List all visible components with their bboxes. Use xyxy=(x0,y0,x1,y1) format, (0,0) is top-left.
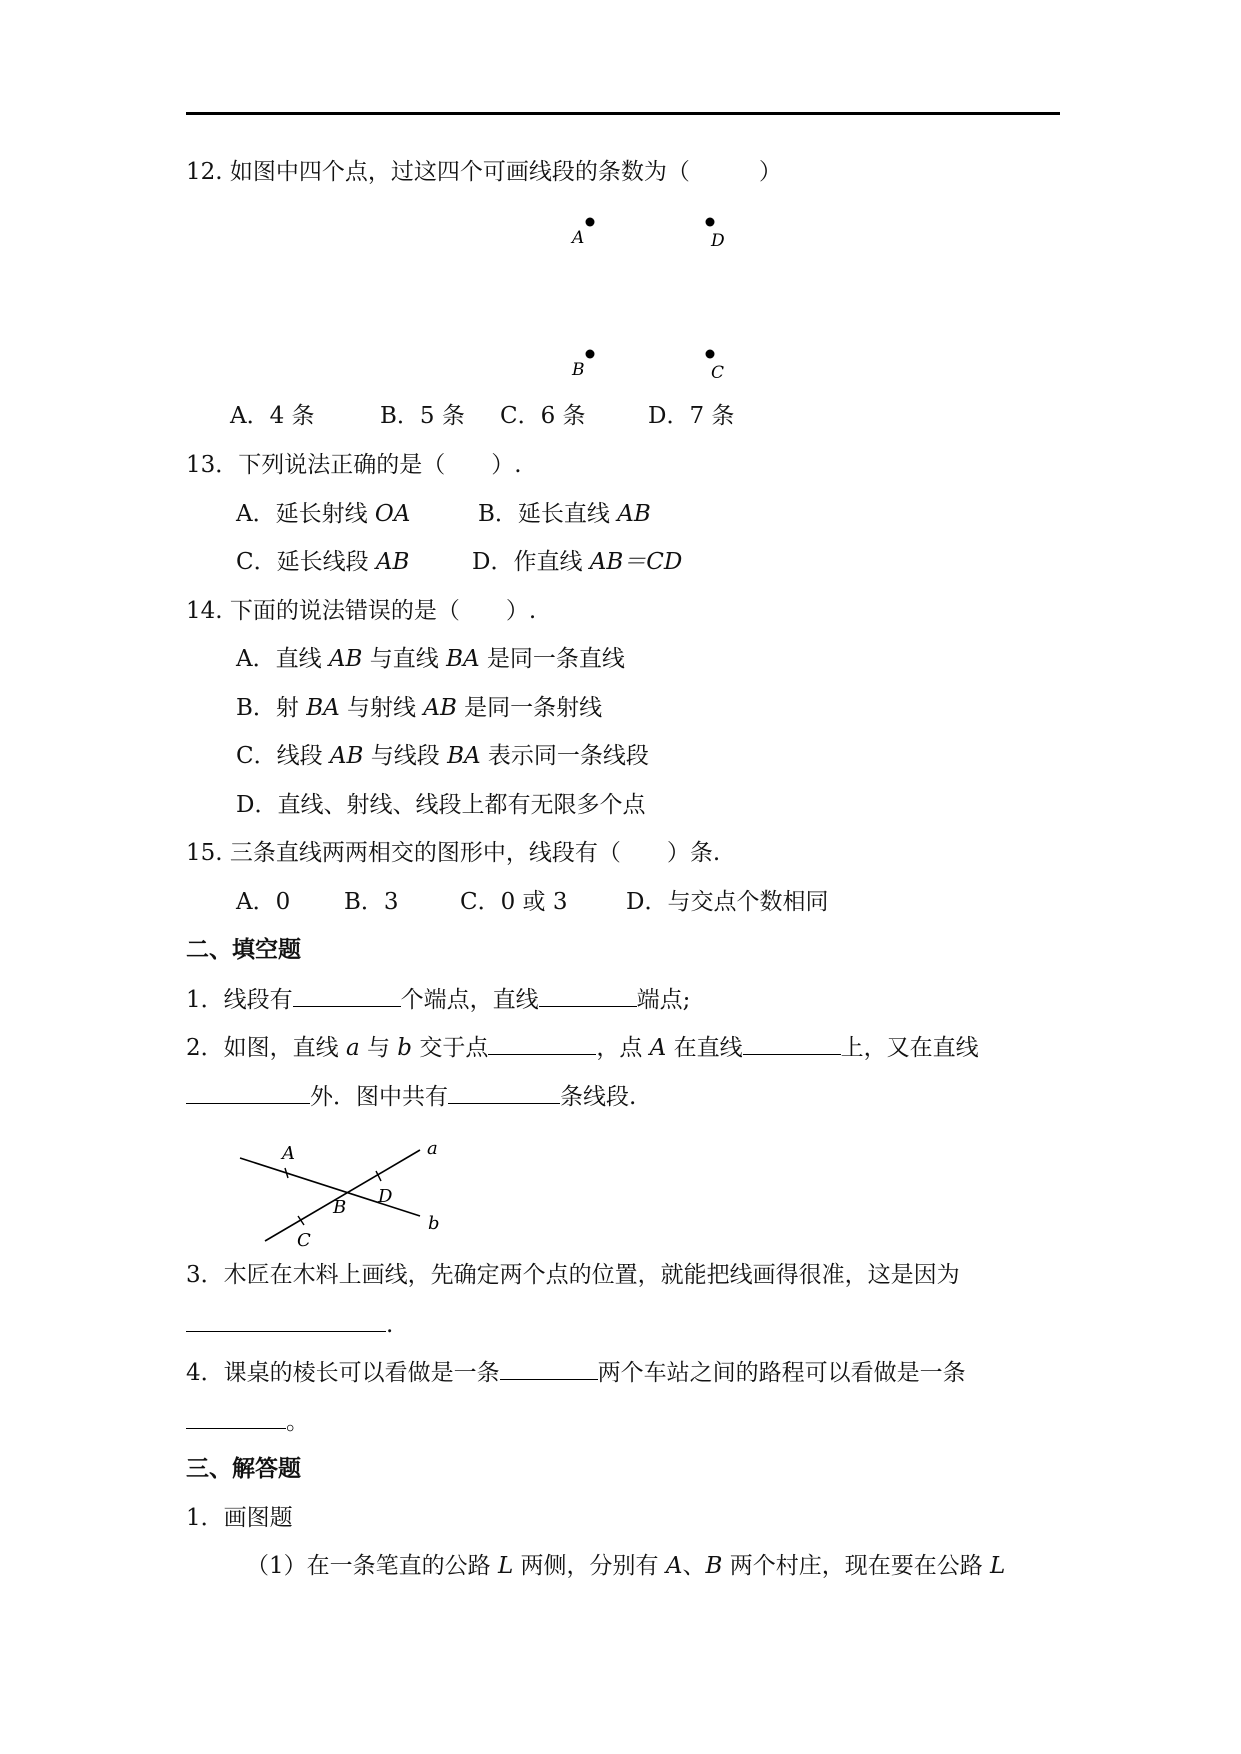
point-C-label: C xyxy=(711,363,725,383)
fill-1-blank-2[interactable] xyxy=(539,984,637,1007)
q13-option-c: C．延长线段 AB xyxy=(236,549,410,575)
point-A-label: A xyxy=(572,228,585,248)
fill-2-line-1: 2．如图，直线 a 与 b 交于点 ，点 A 在直线 上，又在直线 xyxy=(186,1032,979,1063)
fill-1-blank-1[interactable] xyxy=(293,984,401,1007)
q13-option-d: D．作直线 AB＝CD xyxy=(472,549,683,575)
q15-option-d: D．与交点个数相同 xyxy=(626,889,829,915)
fill-2-blank-2[interactable] xyxy=(743,1032,841,1055)
figure-label-C: C xyxy=(297,1230,311,1251)
q15-stem: 15. 三条直线两两相交的图形中，线段有（ ）条. xyxy=(186,840,721,866)
q12-option-d: D．7 条 xyxy=(648,403,735,429)
q15-option-c: C．0 或 3 xyxy=(460,889,568,915)
fill-2-line-2: 外．图中共有 条线段. xyxy=(186,1081,636,1112)
fill-4-line-1: 4．课桌的棱长可以看做是一条 两个车站之间的路程可以看做是一条 xyxy=(186,1357,966,1388)
fill-4-line-2: 。 xyxy=(186,1406,309,1437)
fill-3-blank[interactable] xyxy=(186,1309,386,1332)
fill-3-line-2: . xyxy=(186,1309,393,1340)
fill-2-figure xyxy=(230,1128,450,1251)
q14-option-b: B．射 BA 与射线 AB 是同一条射线 xyxy=(236,695,603,721)
figure-label-A: A xyxy=(282,1143,295,1164)
q13-option-b: B．延长直线 AB xyxy=(478,501,651,527)
point-B-label: B xyxy=(572,360,585,380)
fill-4-blank-1[interactable] xyxy=(500,1357,598,1380)
q14-option-d: D．直线、射线、线段上都有无限多个点 xyxy=(236,792,646,818)
q13-stem: 13．下列说法正确的是（ ）. xyxy=(186,452,522,478)
figure-label-B: B xyxy=(333,1197,347,1218)
fill-1: 1．线段有 个端点，直线 端点; xyxy=(186,984,690,1015)
fill-3-line-1: 3．木匠在木料上画线，先确定两个点的位置，就能把线画得很准，这是因为 xyxy=(186,1262,960,1288)
q12-figure xyxy=(560,205,760,385)
answer-1-title: 1．画图题 xyxy=(186,1505,293,1531)
q14-option-c: C．线段 AB 与线段 BA 表示同一条线段 xyxy=(236,743,649,769)
fill-2-blank-1[interactable] xyxy=(488,1032,596,1055)
q15-option-a: A．0 xyxy=(236,889,291,915)
fill-2-blank-4[interactable] xyxy=(448,1081,560,1104)
section-3-title: 三、解答题 xyxy=(186,1455,301,1482)
point-B-dot xyxy=(586,350,595,359)
point-A-dot xyxy=(586,218,595,227)
q12-stem: 12. 如图中四个点，过这四个可画线段的条数为（ ） xyxy=(186,159,782,185)
q12-option-c: C．6 条 xyxy=(500,403,586,429)
q15-option-b: B．3 xyxy=(344,889,399,915)
figure-label-b: b xyxy=(428,1213,440,1234)
figure-label-D: D xyxy=(378,1186,393,1207)
q13-option-a: A．延长射线 OA xyxy=(236,501,411,527)
point-D-label: D xyxy=(711,231,725,251)
figure-label-a: a xyxy=(427,1138,438,1159)
section-2-title: 二、填空题 xyxy=(186,936,301,963)
q12-option-b: B．5 条 xyxy=(380,403,465,429)
fill-4-blank-2[interactable] xyxy=(186,1406,286,1429)
q14-option-a: A．直线 AB 与直线 BA 是同一条直线 xyxy=(236,646,625,672)
q14-stem: 14. 下面的说法错误的是（ ）. xyxy=(186,598,537,624)
q12-option-a: A．4 条 xyxy=(230,403,315,429)
point-D-dot xyxy=(706,218,715,227)
header-rule xyxy=(186,112,1060,115)
fill-2-blank-3[interactable] xyxy=(186,1081,310,1104)
answer-1-part-1: （1）在一条笔直的公路 L 两侧，分别有 A、B 两个村庄，现在要在公路 L xyxy=(246,1553,1006,1579)
point-C-dot xyxy=(706,350,715,359)
